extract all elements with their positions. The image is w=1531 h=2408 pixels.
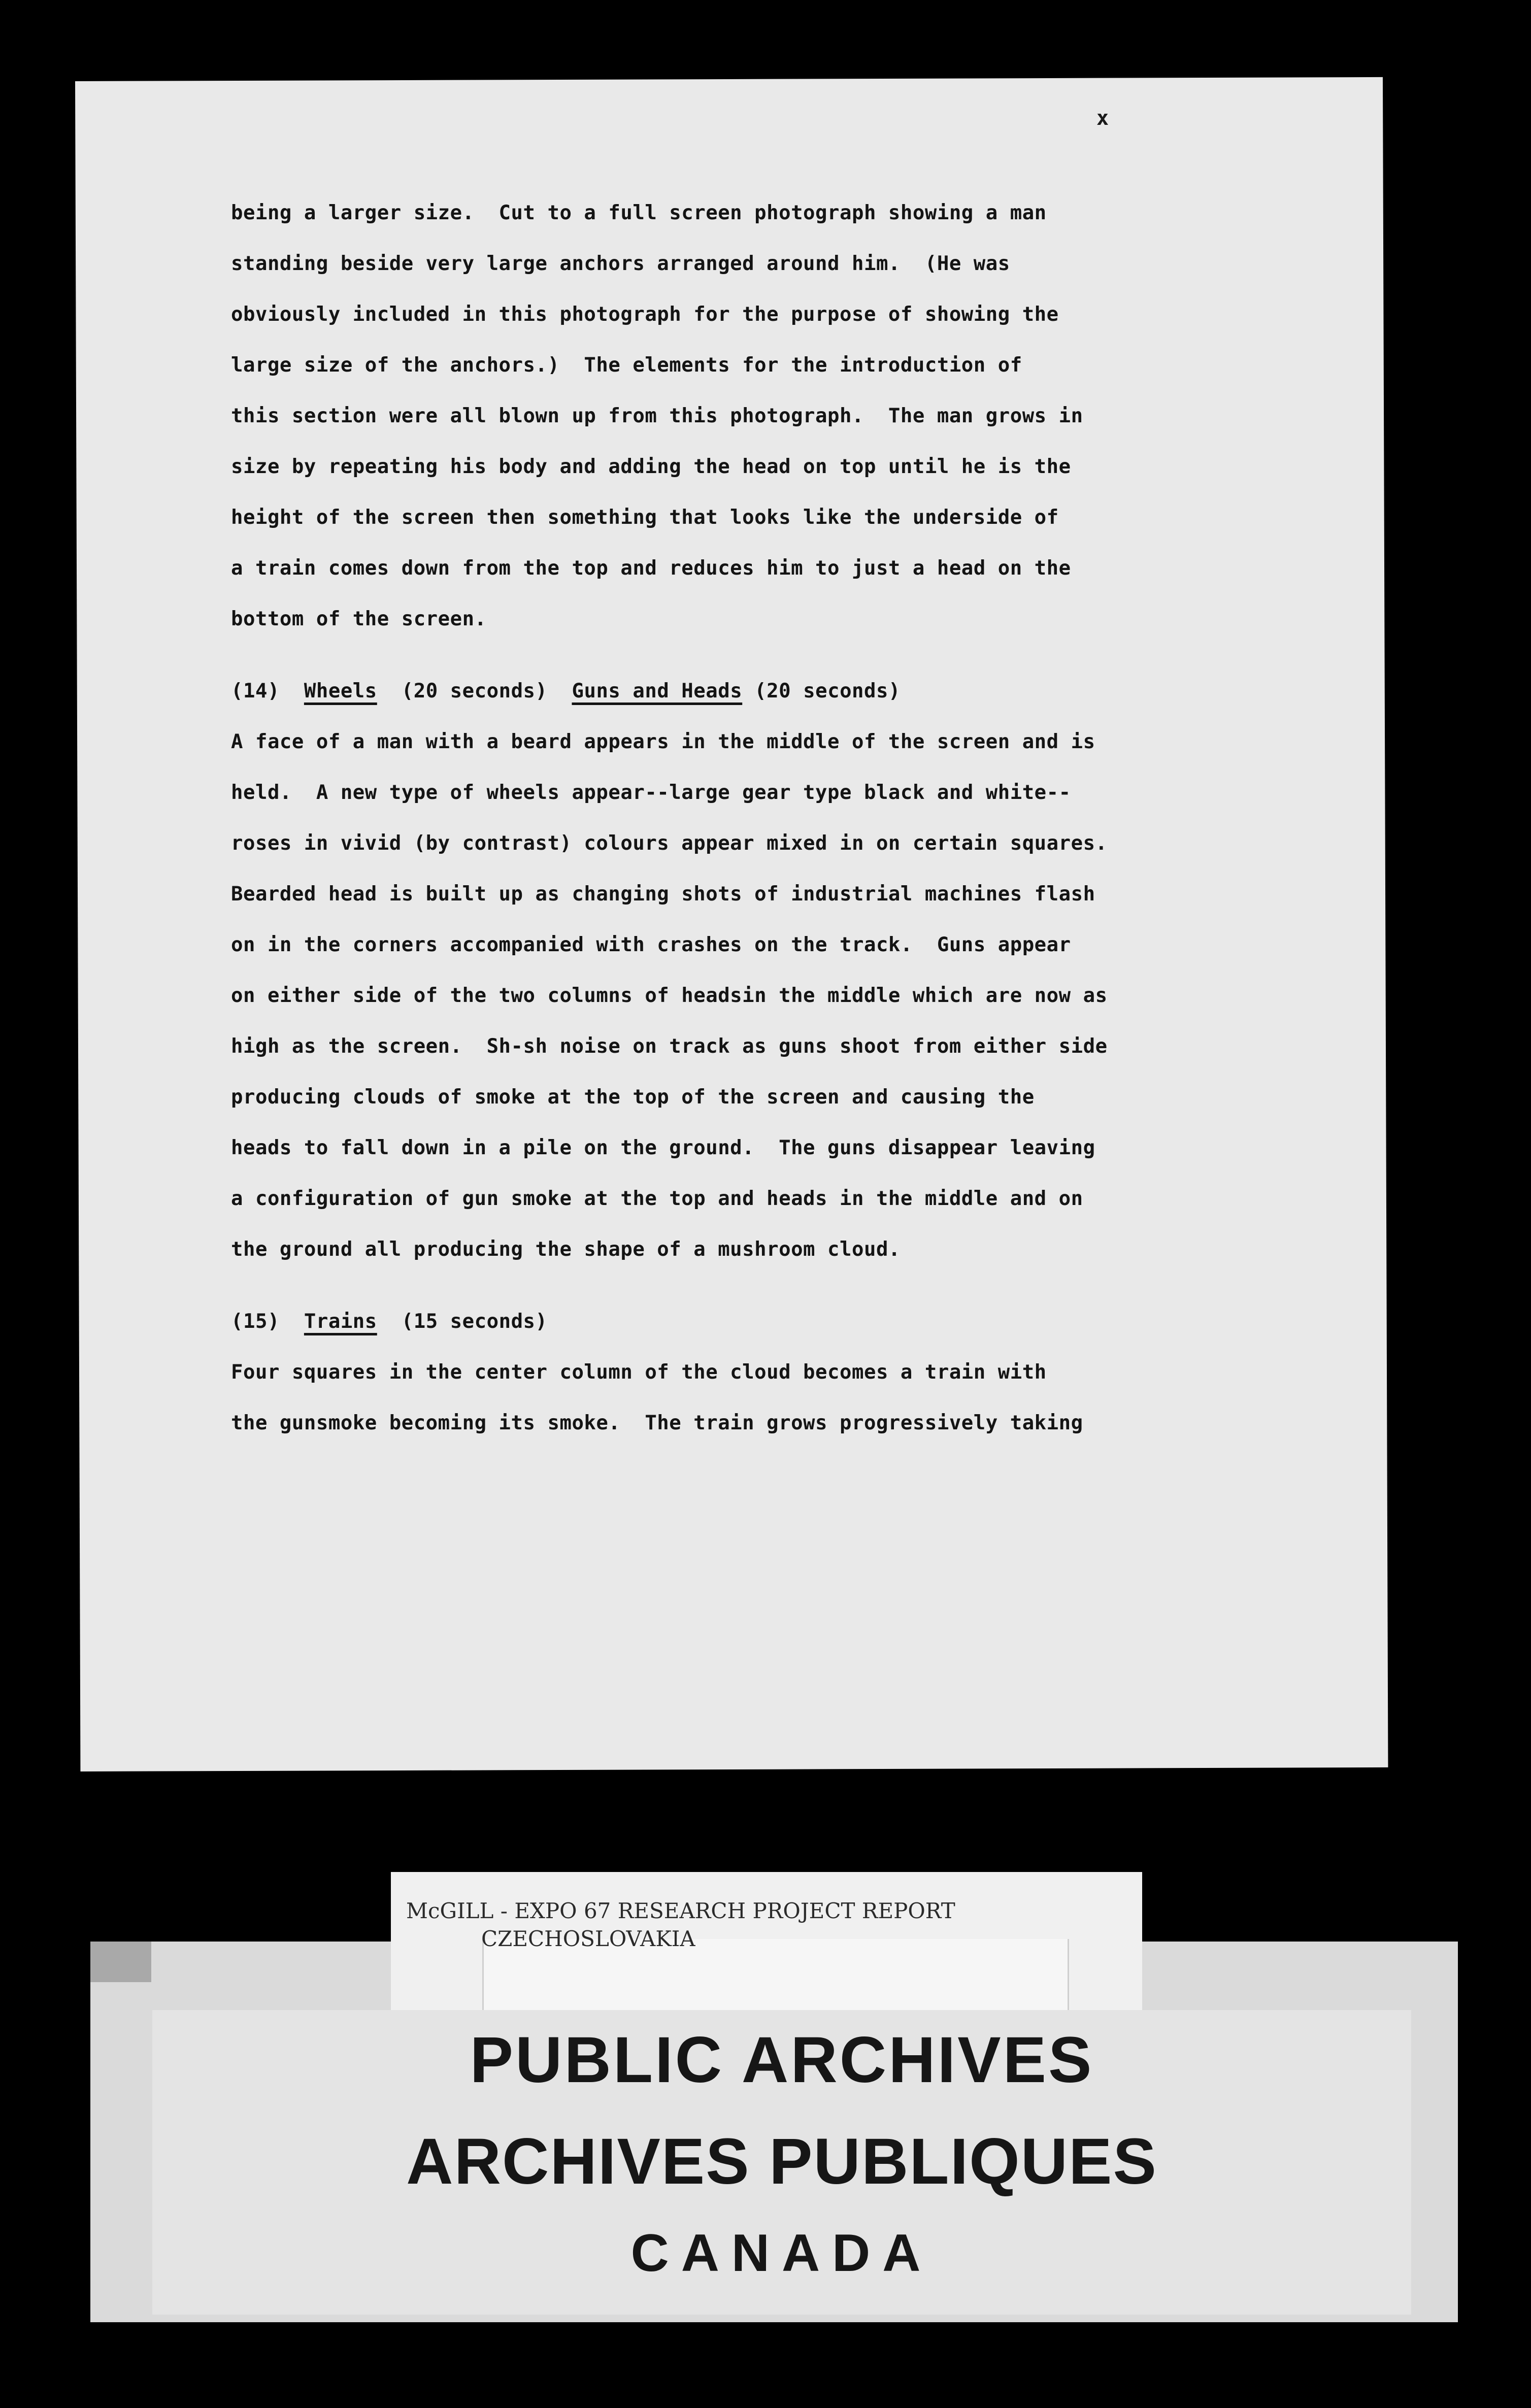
section-gap: [231, 1275, 1246, 1296]
text-line: being a larger size. Cut to a full screen photograph showing a man: [231, 202, 1047, 224]
section-14-number: (14): [231, 680, 280, 703]
text-line: on either side of the two columns of headsin the middle which are now as: [231, 984, 1108, 1007]
archive-stamp-french: ARCHIVES PUBLIQUES: [406, 2125, 1157, 2198]
archive-stamp-country: CANADA: [630, 2224, 933, 2283]
archive-card-flap: [90, 1942, 151, 1982]
archive-label-country: CZECHOSLOVAKIA: [481, 1926, 695, 1951]
text-line: standing beside very large anchors arranged around him. (He was: [231, 252, 1010, 275]
archive-label-project: McGILL - EXPO 67 RESEARCH PROJECT REPORT: [406, 1898, 955, 1923]
text-line: bottom of the screen.: [231, 608, 487, 630]
text-line: A face of a man with a beard appears in the middle of the screen and is: [231, 730, 1095, 753]
text-line: Four squares in the center column of the cloud becomes a train with: [231, 1361, 1047, 1384]
text-line: heads to fall down in a pile on the ground. The guns disappear leaving: [231, 1136, 1095, 1159]
section-15-duration: (15 seconds): [401, 1310, 548, 1333]
text-line: held. A new type of wheels appear--large gear type black and white--: [231, 781, 1071, 804]
section-14: [231, 666, 1246, 1275]
typed-text-body: [231, 188, 1246, 1449]
section-15-heading: [231, 1296, 1246, 1347]
text-line: the ground all producing the shape of a mushroom cloud.: [231, 1238, 901, 1261]
section-14-duration-b: (20 seconds): [754, 680, 901, 703]
text-line: the gunsmoke becoming its smoke. The train grows progressively taking: [231, 1412, 1083, 1434]
section-gap: [231, 645, 1246, 666]
text-line: this section were all blown up from this photograph. The man grows in: [231, 405, 1083, 427]
section-15-number: (15): [231, 1310, 280, 1333]
text-line: Bearded head is built up as changing shots of industrial machines flash: [231, 883, 1095, 906]
text-line: obviously included in this photograph for the purpose of showing the: [231, 303, 1059, 326]
text-line: large size of the anchors.) The elements for the introduction of: [231, 354, 1022, 377]
section-15-title-trains: Trains: [304, 1310, 377, 1333]
section-15: [231, 1296, 1246, 1449]
text-line: size by repeating his body and adding the head on top until he is the: [231, 455, 1071, 478]
section-14-title-wheels: Wheels: [304, 680, 377, 703]
paragraph-intro: [231, 188, 1246, 645]
section-14-heading: [231, 666, 1246, 717]
archive-stamp-english: PUBLIC ARCHIVES: [470, 2024, 1094, 2096]
page-marker: x: [1096, 107, 1109, 130]
section-14-title-guns-heads: Guns and Heads: [572, 680, 743, 703]
section-14-duration-a: (20 seconds): [401, 680, 548, 703]
text-line: a train comes down from the top and reduces him to just a head on the: [231, 557, 1071, 580]
text-line: a configuration of gun smoke at the top and heads in the middle and on: [231, 1187, 1083, 1210]
text-line: high as the screen. Sh-sh noise on track as guns shoot from either side: [231, 1035, 1108, 1058]
text-line: producing clouds of smoke at the top of the screen and causing the: [231, 1086, 1035, 1109]
text-line: height of the screen then something that looks like the underside of: [231, 506, 1059, 529]
text-line: roses in vivid (by contrast) colours appear mixed in on certain squares.: [231, 832, 1108, 855]
text-line: on in the corners accompanied with crashes on the track. Guns appear: [231, 933, 1071, 956]
